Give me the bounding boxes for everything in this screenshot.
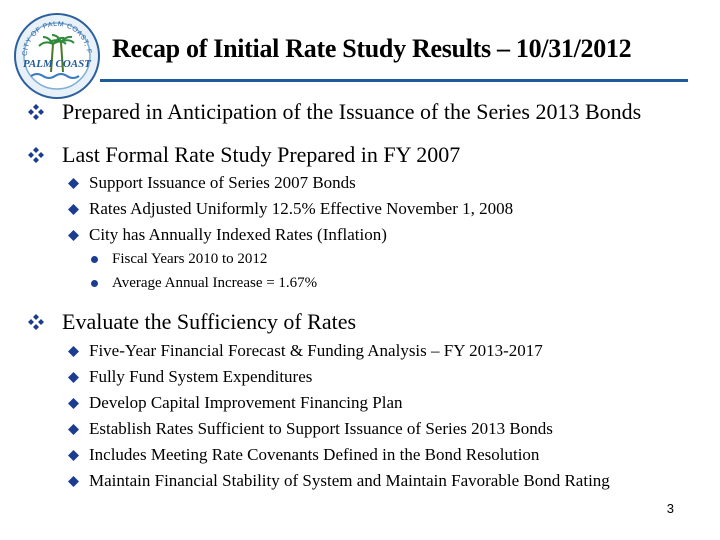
dot-bullet-icon: [91, 280, 98, 287]
sub-sub-bullet-text: Average Annual Increase = 1.67%: [112, 275, 318, 291]
sub-bullet: [68, 419, 553, 439]
diamond-bullet-icon: [68, 450, 79, 461]
sub-bullet-text: Includes Meeting Rate Covenants Defined in the Bond Resolution: [89, 445, 540, 464]
bullet-text: Evaluate the Sufficiency of Rates: [62, 309, 357, 334]
sub-sub-bullet: [91, 251, 267, 268]
four-diamond-bullet-icon: [28, 104, 44, 120]
diamond-bullet-icon: [68, 230, 79, 241]
slide-title: Recap of Initial Rate Study Results – 10/31/2012: [112, 34, 632, 63]
four-diamond-bullet-icon: [28, 147, 44, 163]
diamond-bullet-icon: [68, 424, 79, 435]
sub-bullet: [68, 173, 356, 193]
sub-bullet: [68, 341, 543, 361]
sub-bullet: [68, 471, 610, 491]
sub-bullet-text: Rates Adjusted Uniformly 12.5% Effective November 1, 2008: [89, 199, 514, 218]
sub-bullet: [68, 393, 403, 413]
sub-bullet-text: Establish Rates Sufficient to Support Issuance of Series 2013 Bonds: [89, 419, 553, 438]
diamond-bullet-icon: [68, 346, 79, 357]
bullet-last-rate-study: [28, 142, 460, 168]
bullet-text: Last Formal Rate Study Prepared in FY 2007: [62, 142, 461, 167]
logo-arc-text: CITY OF PALM COAST, F: [21, 20, 92, 57]
diamond-bullet-icon: [68, 204, 79, 215]
sub-bullet-text: City has Annually Indexed Rates (Inflation): [89, 225, 387, 244]
bullet-text: Prepared in Anticipation of the Issuance of the Series 2013 Bonds: [62, 99, 642, 124]
sub-bullet-text: Support Issuance of Series 2007 Bonds: [89, 173, 356, 192]
sub-bullet: [68, 199, 513, 219]
bullet-series-2013: [28, 99, 641, 125]
sub-sub-bullet-text: Fiscal Years 2010 to 2012: [112, 251, 268, 267]
sub-bullet: [68, 225, 387, 245]
sub-bullet-text: Five-Year Financial Forecast & Funding Analysis – FY 2013-2017: [89, 341, 543, 360]
page-number: 3: [666, 501, 674, 516]
logo-wordmark: PALM COAST: [23, 58, 91, 70]
sub-bullet: [68, 367, 312, 387]
four-diamond-bullet-icon: [28, 314, 44, 330]
diamond-bullet-icon: [68, 398, 79, 409]
dot-bullet-icon: [91, 256, 98, 263]
diamond-bullet-icon: [68, 178, 79, 189]
diamond-bullet-icon: [68, 372, 79, 383]
sub-sub-bullet: [91, 275, 317, 292]
diamond-bullet-icon: [68, 476, 79, 487]
bullet-evaluate-sufficiency: [28, 309, 356, 335]
sub-bullet: [68, 445, 539, 465]
sub-bullet-text: Develop Capital Improvement Financing Plan: [89, 393, 403, 412]
sub-bullet-text: Maintain Financial Stability of System and Maintain Favorable Bond Rating: [89, 471, 610, 490]
sub-bullet-text: Fully Fund System Expenditures: [89, 367, 313, 386]
